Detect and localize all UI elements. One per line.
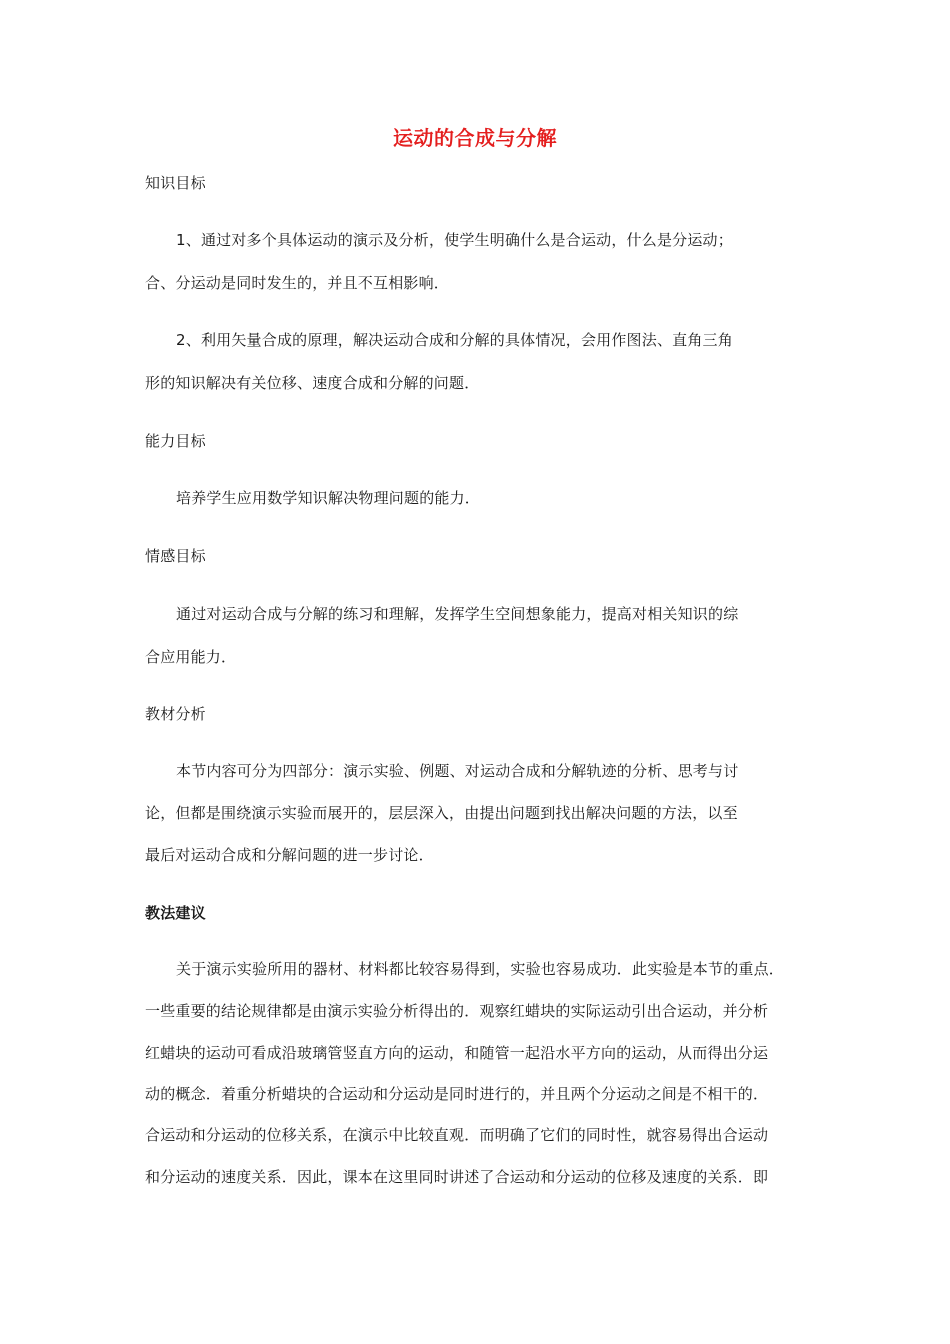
paragraph-line: 通过对运动合成与分解的练习和理解，发挥学生空间想象能力，提高对相关知识的综 [176, 605, 739, 623]
paragraph-line: 红蜡块的运动可看成沿玻璃管竖直方向的运动，和随管一起沿水平方向的运动，从而得出分运 [145, 1044, 769, 1062]
paragraph-line: 本节内容可分为四部分：演示实验、例题、对运动合成和分解轨迹的分析、思考与讨 [176, 762, 739, 780]
section-heading-ability: 能力目标 [145, 432, 206, 450]
section-heading-emotion: 情感目标 [145, 547, 206, 565]
paragraph-line: 论，但都是围绕演示实验而展开的，层层深入，由提出问题到找出解决问题的方法，以至 [145, 804, 738, 822]
paragraph-line: 1、通过对多个具体运动的演示及分析，使学生明确什么是合运动，什么是分运动； [176, 231, 733, 249]
section-heading-teaching: 教法建议 [145, 904, 206, 922]
paragraph-line: 合、分运动是同时发生的，并且不互相影响． [145, 274, 450, 292]
paragraph-line: 和分运动的速度关系．因此，课本在这里同时讲述了合运动和分运动的位移及速度的关系．即 [145, 1168, 769, 1186]
paragraph-line: 2、利用矢量合成的原理，解决运动合成和分解的具体情况，会用作图法、直角三角 [176, 331, 733, 349]
paragraph-line: 合运动和分运动的位移关系，在演示中比较直观．而明确了它们的同时性，就容易得出合运动 [145, 1126, 769, 1144]
paragraph-line: 培养学生应用数学知识解决物理问题的能力． [176, 489, 481, 507]
paragraph-line: 关于演示实验所用的器材、材料都比较容易得到，实验也容易成功．此实验是本节的重点． [176, 960, 785, 978]
page-title: 运动的合成与分解 [393, 126, 557, 150]
section-heading-material: 教材分析 [145, 705, 206, 723]
paragraph-line: 一些重要的结论规律都是由演示实验分析得出的．观察红蜡块的实际运动引出合运动，并分析 [145, 1002, 769, 1020]
paragraph-line: 合应用能力． [145, 648, 237, 666]
paragraph-line: 动的概念．着重分析蜡块的合运动和分运动是同时进行的，并且两个分运动之间是不相干的． [145, 1085, 769, 1103]
paragraph-line: 最后对运动合成和分解问题的进一步讨论． [145, 846, 434, 864]
paragraph-line: 形的知识解决有关位移、速度合成和分解的问题． [145, 374, 480, 392]
section-heading-knowledge: 知识目标 [145, 174, 206, 192]
